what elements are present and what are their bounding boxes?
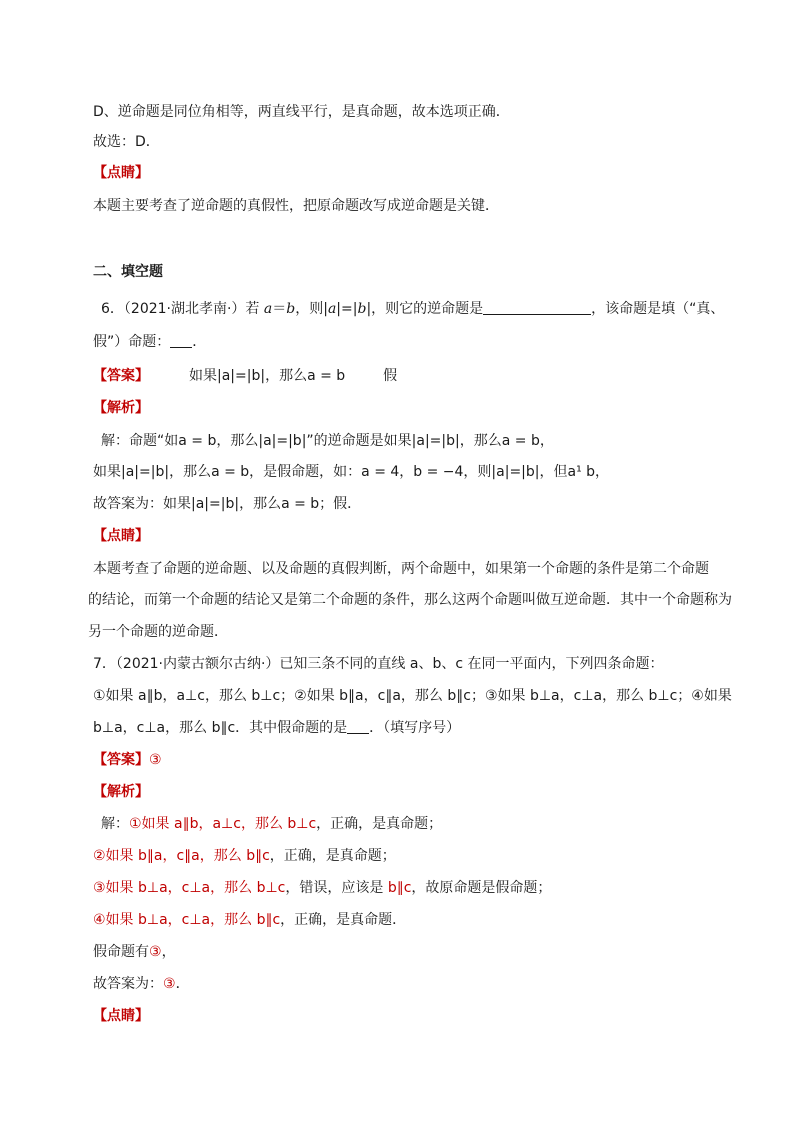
q5-dianjing-heading: 【点睛】 xyxy=(93,165,149,181)
q7-line3-b: ．（填写序号） xyxy=(369,720,461,736)
q6-answer-body: 如果|a|=|b|，那么a = b xyxy=(189,368,346,384)
q6-answer xyxy=(93,366,397,386)
q7-question-line3 xyxy=(93,718,460,738)
q5-dianjing-text: 本题主要考查了逆命题的真假性，把原命题改写成逆命题是关键． xyxy=(93,198,499,214)
q7-answer-body: ③ xyxy=(149,752,162,768)
q6-after-abs: |，则它的逆命题是 xyxy=(366,301,484,317)
q7-jiexi6-pre: 故答案为： xyxy=(93,976,163,992)
q7-blank xyxy=(347,718,369,734)
q6-dianjing-heading: 【点睛】 xyxy=(93,528,149,544)
q6-blank-2 xyxy=(170,332,192,348)
q7-dianjing-heading: 【点睛】 xyxy=(93,1008,149,1024)
q7-jiexi-line4 xyxy=(93,910,406,930)
q6-jiexi-line1: 解：命题“如a = b，那么|a|=|b|”的逆命题是如果|a|=|b|，那么a = b， xyxy=(101,433,554,449)
q6-jiexi-heading: 【解析】 xyxy=(93,400,149,416)
q6-line2: 假”）命题： xyxy=(93,334,171,350)
q6-line2-end: ． xyxy=(192,334,207,350)
q7-jiexi3-mid: ，错误，应该是 xyxy=(285,880,388,896)
q6-question-line1 xyxy=(101,299,724,319)
q7-line3-a: b⊥a，c⊥a，那么 b∥c．其中假命题的是 xyxy=(93,720,348,736)
q7-jiexi1-post: ，正确，是真命题； xyxy=(316,816,443,832)
q6-answer-heading: 【答案】 xyxy=(93,368,149,384)
q7-jiexi-heading: 【解析】 xyxy=(93,784,149,800)
q6-question-line2 xyxy=(93,332,206,352)
q6-abs-mid: |=| xyxy=(336,301,358,317)
q6-prefix: 6．（2021·湖北孝南·）若 xyxy=(101,301,264,317)
q7-jiexi-line6 xyxy=(93,974,190,994)
q6-jiexi-line3: 故答案为：如果|a|=|b|，那么a = b；假． xyxy=(93,496,362,512)
q5-option-d: D、逆命题是同位角相等，两直线平行，是真命题，故本选项正确． xyxy=(93,104,510,120)
q6-dianjing-line3: 另一个命题的逆命题． xyxy=(88,624,228,640)
q6-dianjing-line1: 本题考查了命题的逆命题、以及命题的真假判断，两个命题中，如果第一个命题的条件是第二个命题 xyxy=(93,561,709,577)
q7-jiexi5-pre: 假命题有 xyxy=(93,944,149,960)
q7-jiexi1-pre: 解： xyxy=(101,816,129,832)
q5-choice: 故选：D． xyxy=(93,134,160,150)
q7-jiexi3-red2: b∥c xyxy=(387,880,412,896)
q6-mid: ，则| xyxy=(295,301,328,317)
q6-answer-extra: 假 xyxy=(383,368,398,384)
q6-var-b: b xyxy=(286,301,296,317)
q7-answer-heading: 【答案】 xyxy=(93,752,149,768)
q7-answer xyxy=(93,750,162,770)
q6-eq: ＝ xyxy=(272,301,287,317)
section-title: 二、填空题 xyxy=(93,264,163,280)
q7-jiexi5-red: ③ xyxy=(149,944,162,960)
q7-question-line1: 7．（2021·内蒙古额尔古纳·）已知三条不同的直线 a、b、c 在同一平面内，下列四条命题： xyxy=(93,656,664,672)
q7-jiexi6-red: ③ xyxy=(163,976,176,992)
q7-jiexi4-red: ④如果 b⊥a，c⊥a，那么 b∥c xyxy=(93,912,281,928)
q7-jiexi-line3 xyxy=(93,878,551,898)
q6-dianjing-line2: 的结论，而第一个命题的结论又是第二个命题的条件，那么这两个命题叫做互逆命题．其中一个命题称为 xyxy=(88,592,732,608)
q7-jiexi2-post: ，正确，是真命题； xyxy=(269,848,396,864)
q6-var-a: a xyxy=(263,301,273,317)
q6-blank-1 xyxy=(483,299,591,315)
q7-jiexi5-post: ， xyxy=(161,944,176,960)
q6-abs-b: b xyxy=(357,301,367,317)
q7-jiexi3-red: ③如果 b⊥a，c⊥a，那么 b⊥c xyxy=(93,880,286,896)
q7-jiexi2-red: ②如果 b∥a，c∥a，那么 b∥c xyxy=(93,848,270,864)
q7-jiexi1-red: ①如果 a∥b，a⊥c，那么 b⊥c xyxy=(129,816,317,832)
q6-abs-a: a xyxy=(327,301,337,317)
q6-jiexi-line2: 如果|a|=|b|，那么a = b，是假命题，如：a = 4，b = −4，则|a|=|b|，但a¹ b， xyxy=(93,464,610,480)
q7-jiexi-line5 xyxy=(93,942,176,962)
q7-jiexi-line2 xyxy=(93,846,396,866)
q7-jiexi4-post: ，正确，是真命题． xyxy=(280,912,407,928)
q7-question-line2: ①如果 a∥b，a⊥c，那么 b⊥c；②如果 b∥a，c∥a，那么 b∥c；③如果 b⊥a，c⊥a，那么 b⊥c；④如果 xyxy=(93,688,732,704)
q6-after-blank: ，该命题是填（“真、 xyxy=(591,301,725,317)
q7-jiexi-line1 xyxy=(101,814,442,834)
q7-jiexi6-post: ． xyxy=(175,976,190,992)
q7-jiexi3-post: ，故原命题是假命题； xyxy=(411,880,552,896)
